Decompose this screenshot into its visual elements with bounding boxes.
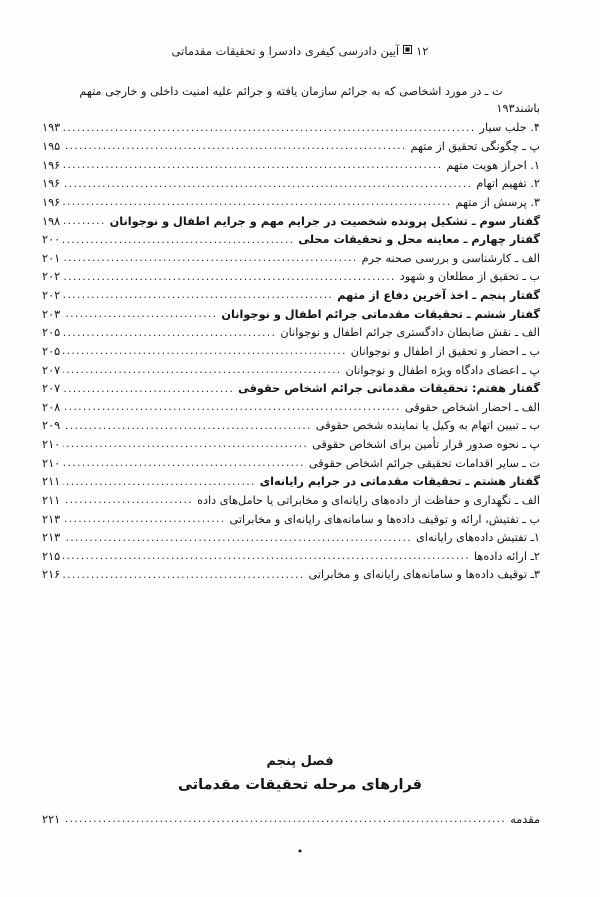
toc-entry[interactable]: [42, 232, 540, 248]
toc-page-number: ۲۱۳: [42, 531, 61, 545]
toc-entry[interactable]: [42, 812, 540, 828]
toc-entry-label-line1: ت ـ در مورد اشخاصی که به جرائم سازمان یافته و جرائم علیه امنیت داخلی و خارجی متهم: [79, 85, 503, 98]
toc-page-number: ۱۹۶: [42, 158, 61, 172]
toc-leader-dots: [63, 516, 225, 527]
toc-page-number: ۲۰۳: [42, 307, 61, 321]
toc-leader-dots: [63, 817, 506, 828]
toc-entry-label: گفتار پنجم ـ اخذ آخرین دفاع از متهم: [337, 289, 540, 303]
toc-entry[interactable]: [42, 120, 540, 136]
toc-entry[interactable]: [42, 344, 540, 360]
toc-leader-dots: [63, 367, 341, 378]
toc-page-number: ۲۱۳: [42, 512, 61, 526]
toc-entry-label: ب ـ احضار و تحقیق از اطفال و نوجوانان: [350, 344, 540, 358]
toc-leader-dots: [63, 460, 305, 471]
toc-page-number: ۲۰۲: [42, 270, 61, 284]
toc-entry[interactable]: [42, 493, 540, 509]
running-header: [0, 44, 600, 58]
toc-entry-label-line2: باشند: [514, 101, 540, 115]
toc-entry-label: گفتار ششم ـ تحقیقات مقدماتی جرائم اطفال و نوجوانان: [221, 307, 540, 321]
toc-leader-dots: [63, 218, 105, 229]
page-folio-number: ۱۲: [416, 44, 429, 58]
toc-entry-label: ۳. پرسش از متهم: [455, 195, 540, 209]
toc-entry[interactable]: [42, 567, 540, 583]
toc-page-number: ۱۹۵: [42, 140, 61, 154]
toc-entry[interactable]: [42, 176, 540, 192]
toc-entry[interactable]: [42, 400, 540, 416]
toc-entry-wrapped[interactable]: [42, 84, 540, 118]
toc-page-number: ۲۱۰: [42, 456, 61, 470]
square-bullet-icon: [403, 45, 412, 54]
toc-page-number: ۲۰۱: [42, 251, 61, 265]
toc-page-number: ۲۰۲: [42, 289, 61, 303]
toc-entry[interactable]: [42, 456, 540, 472]
toc-entry[interactable]: [42, 512, 540, 528]
toc-leader-dots: [63, 125, 475, 136]
toc-entry[interactable]: [42, 325, 540, 341]
chapter-heading-block: [0, 752, 600, 797]
toc-leader-dots: [63, 181, 472, 192]
toc-page-number: ۲۱۶: [42, 568, 61, 582]
chapter-title: قرارهای مرحله تحقیقات مقدماتی: [178, 776, 422, 793]
toc-leader-dots: [63, 200, 451, 211]
toc-entry-label: ۴. جلب سیار: [479, 121, 540, 135]
toc-leader-dots: [63, 349, 347, 360]
toc-page-number: ۱۹۶: [42, 195, 61, 209]
bottom-ornament-mark: •: [296, 845, 304, 858]
toc-entry-label: ت ـ سایر اقدامات تحقیقی جرائم اشخاص حقوقی: [308, 456, 540, 470]
toc-entry-list: [42, 120, 540, 583]
toc-entry[interactable]: [42, 549, 540, 565]
toc-entry-label: ب ـ تحقیق از مطلعان و شهود: [399, 270, 540, 284]
toc-page-number: ۲۰۸: [42, 400, 61, 414]
toc-leader-dots: [63, 479, 256, 490]
toc-entry-label: مقدمه: [510, 813, 540, 826]
toc-entry-label: گفتار هفتم: تحقیقات مقدماتی جرائم اشخاص حقوقی: [238, 382, 540, 396]
toc-page-number: ۲۰۷: [42, 363, 61, 377]
toc-entry[interactable]: [42, 437, 540, 453]
toc-entry[interactable]: [42, 195, 540, 211]
toc-entry[interactable]: [42, 530, 540, 546]
toc-leader-dots: [63, 405, 401, 416]
toc-entry-label: پ ـ اعضای دادگاه ویژه اطفال و نوجوانان: [345, 363, 540, 377]
toc-entry-label: ۳ـ توقیف داده‌ها و سامانه‌های رایانه‌ای و مخابراتی: [308, 568, 540, 582]
toc-leader-dots: [63, 535, 412, 546]
toc-leader-dots: [63, 311, 217, 322]
toc-entry-label: ۱ـ تفتیش داده‌های رایانه‌ای: [416, 531, 540, 545]
toc-entry[interactable]: [42, 158, 540, 174]
toc-entry-label: الف ـ نقش ضابطان دادگستری جرائم اطفال و نوجوانان: [280, 326, 540, 340]
toc-leader-dots: [63, 162, 442, 173]
toc-entry-label: الف ـ نگهداری و حفاظت از داده‌های رایانه‌ای و مخابراتی یا حامل‌های داده: [197, 493, 540, 507]
toc-page-number: ۲۰۵: [42, 344, 61, 358]
toc-entry[interactable]: [42, 363, 540, 379]
toc-entry[interactable]: [42, 474, 540, 490]
toc-entry[interactable]: [42, 139, 540, 155]
toc-page-number: ۲۰۷: [42, 382, 61, 396]
toc-entry[interactable]: [42, 381, 540, 397]
toc-page-number: ۲۰۹: [42, 419, 61, 433]
toc-entry-label: گفتار چهارم ـ معاینه محل و تحقیقات محلی: [298, 233, 540, 247]
toc-leader-dots: [63, 554, 470, 565]
toc-entry-label: الف ـ کارشناسی و بررسی صحنه جرم: [361, 251, 540, 265]
toc-entry[interactable]: [42, 288, 540, 304]
toc-leader-dots: [63, 442, 308, 453]
toc-leader-dots: [63, 386, 234, 397]
toc-entry-label: پ ـ چگونگی تحقیق از متهم: [410, 140, 540, 154]
toc-leader-dots: [63, 144, 406, 155]
toc-entry[interactable]: [42, 418, 540, 434]
toc-entry[interactable]: [42, 307, 540, 323]
toc-leader-dots: [63, 274, 395, 285]
toc-leader-dots: [63, 498, 193, 509]
toc-entry[interactable]: [42, 269, 540, 285]
toc-leader-dots: [63, 423, 312, 434]
toc-leader-dots: [63, 572, 304, 583]
toc-page-number: ۲۲۱: [42, 813, 61, 826]
toc-entry[interactable]: [42, 214, 540, 230]
chapter-number-label: فصل پنجم: [266, 754, 334, 769]
toc-page-number: ۱۹۳: [496, 101, 515, 115]
toc-entry-label: ب ـ تفتیش، ارائه و توقیف داده‌ها و سامانه‌های رایانه‌ای و مخابراتی: [229, 512, 540, 526]
toc-entry-label: ۲. تفهیم اتهام: [476, 177, 540, 191]
toc-page-number: ۲۱۱: [42, 493, 61, 507]
toc-page-number: ۲۱۵: [42, 549, 61, 563]
toc-page-number: ۱۹۳: [42, 121, 61, 135]
toc-leader-dots: [63, 256, 357, 267]
toc-entry-label: گفتار هشتم ـ تحقیقات مقدماتی در جرایم رایانه‌ای: [259, 475, 540, 489]
toc-page-number: ۲۰۰: [42, 233, 61, 247]
toc-page-number: ۲۱۱: [42, 475, 61, 489]
toc-page-number: ۱۹۶: [42, 177, 61, 191]
toc-leader-dots: [63, 293, 333, 304]
toc-entry[interactable]: [42, 251, 540, 267]
toc-page-number: ۱۹۸: [42, 214, 61, 228]
toc-entry-label: ۱. احراز هویت متهم: [446, 158, 540, 172]
book-title: آیین دادرسی کیفری دادسرا و تحقیقات مقدماتی: [171, 44, 400, 58]
table-of-contents: [42, 84, 540, 586]
toc-page-number: ۲۱۰: [42, 438, 61, 452]
toc-leader-dots: [63, 330, 276, 341]
toc-entry-label: گفتار سوم ـ تشکیل پرونده شخصیت در جرایم مهم و جرایم اطفال و نوجوانان: [109, 214, 540, 228]
toc-entry-label: ۲ـ ارائه داده‌ها: [473, 549, 540, 563]
toc-entry-label: ب ـ تبیین اتهام به وکیل یا نماینده شخص حقوقی: [315, 419, 540, 433]
toc-leader-dots: [63, 237, 294, 248]
toc-tail-list: [42, 812, 540, 831]
toc-entry-label: پ ـ نحوه صدور قرار تأمین برای اشخاص حقوقی: [312, 438, 540, 452]
toc-entry-label: الف ـ احضار اشخاص حقوقی: [404, 400, 540, 414]
toc-page-number: ۲۰۵: [42, 326, 61, 340]
